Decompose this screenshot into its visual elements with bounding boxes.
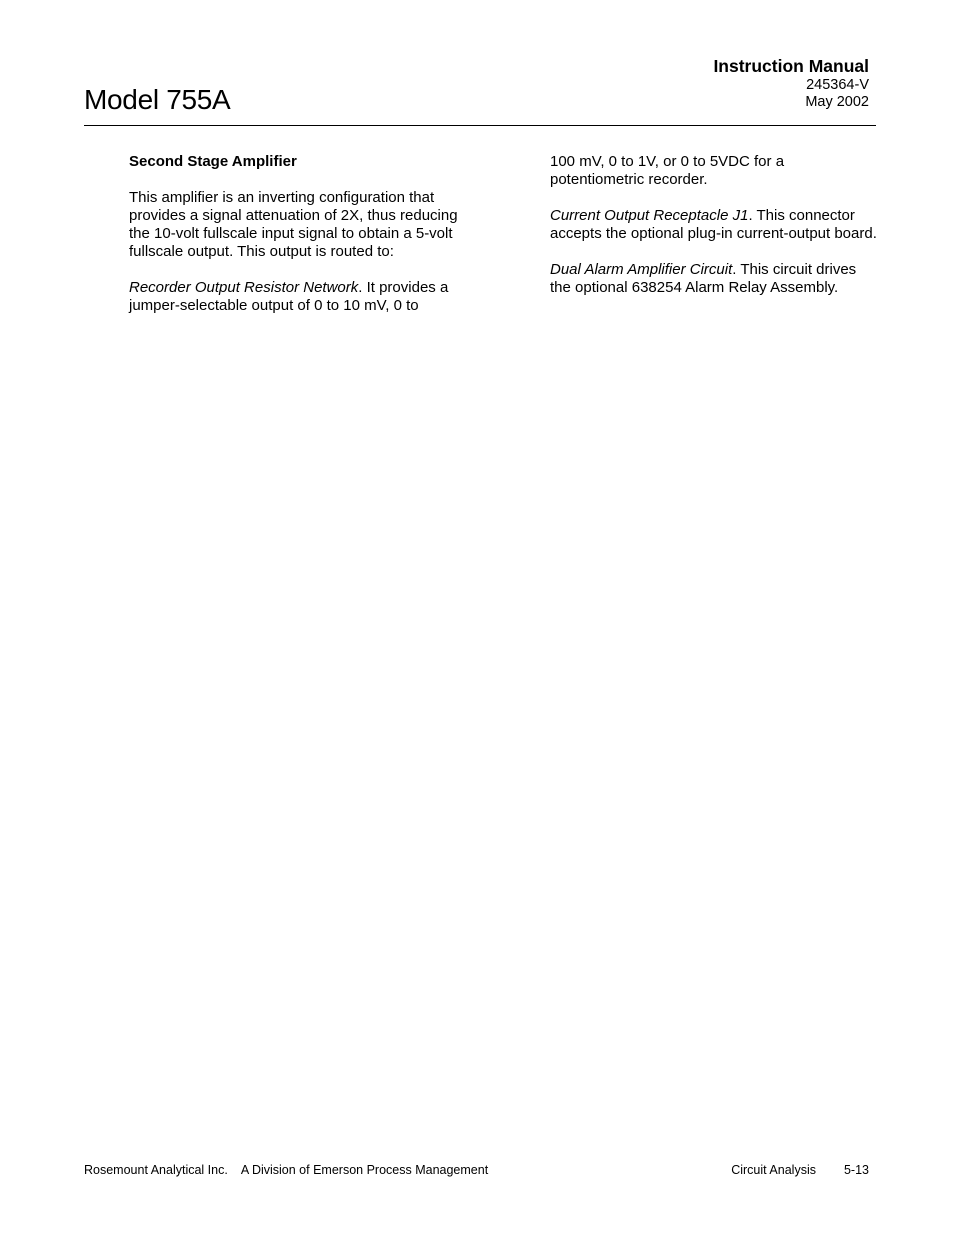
document-date: May 2002 [805, 94, 869, 110]
current-output-text: . This connector accepts the optional plug-in current-output board. [550, 207, 877, 242]
page-number: 5-13 [843, 1163, 869, 1177]
footer-right [731, 1162, 869, 1178]
section-heading: Second Stage Amplifier [129, 153, 297, 170]
current-output-term: Current Output Receptacle J1 [550, 207, 749, 224]
recorder-output-term: Recorder Output Resistor Network [129, 279, 359, 296]
footer-division: A Division of Emerson Process Management [240, 1163, 489, 1177]
footer-company: Rosemount Analytical Inc. [84, 1163, 228, 1177]
document-header-info [713, 55, 869, 111]
left-column [129, 153, 459, 333]
document-number: 245364-V [806, 77, 869, 93]
intro-paragraph: This amplifier is an inverting configuration that provides a signal attenuation of 2X, thus reducing the 10-volt fullscale input signal to obtain a 5-volt fullscale output. This output is routed to: [129, 189, 458, 260]
footer-section: Circuit Analysis [731, 1163, 816, 1177]
recorder-output-paragraph [129, 279, 459, 315]
dual-alarm-paragraph [550, 261, 880, 297]
right-column [550, 153, 880, 315]
recorder-output-text: . It provides a jumper-selectable output of 0 to 10 mV, 0 to [129, 279, 449, 314]
dual-alarm-text: . This circuit drives the optional 638254 Alarm Relay Assembly. [550, 261, 857, 296]
footer-left [84, 1162, 488, 1178]
current-output-paragraph [550, 207, 880, 243]
model-title: Model 755A [84, 84, 231, 115]
recorder-output-continued: 100 mV, 0 to 1V, or 0 to 5VDC for a potentiometric recorder. [550, 153, 785, 188]
header-divider [84, 125, 876, 126]
dual-alarm-term: Dual Alarm Amplifier Circuit [550, 261, 733, 278]
manual-title: Instruction Manual [713, 56, 869, 76]
